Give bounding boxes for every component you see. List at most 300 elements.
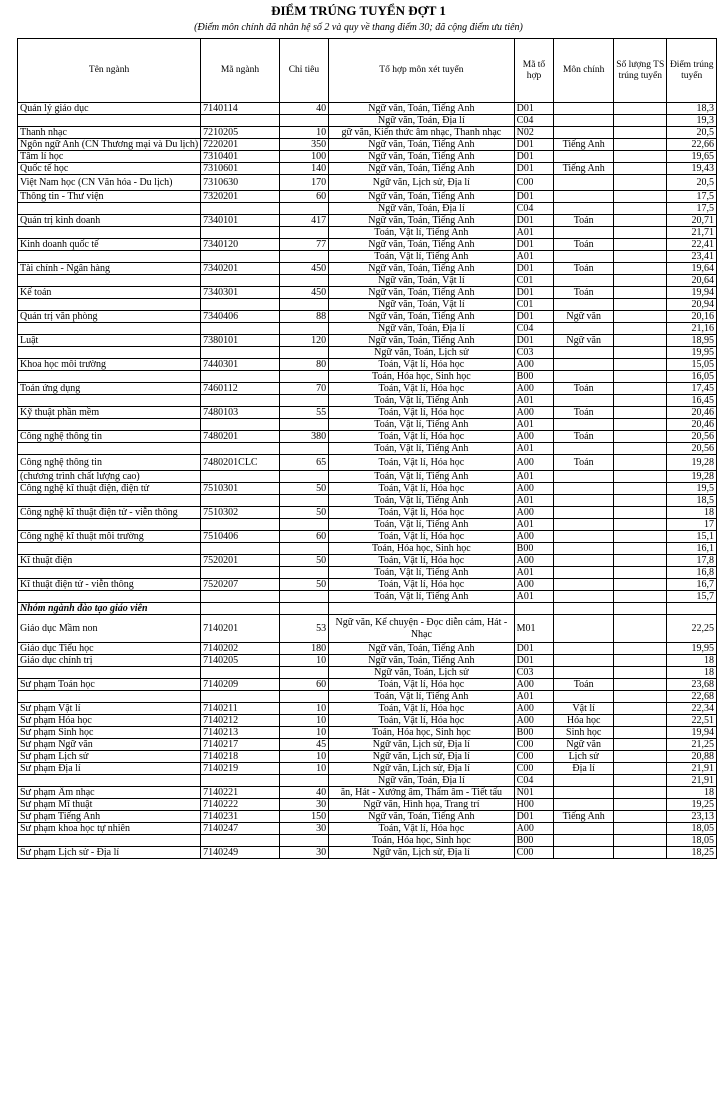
table-cell[interactable]: 40 (279, 787, 328, 799)
table-cell[interactable] (554, 519, 614, 531)
table-cell[interactable] (279, 835, 328, 847)
table-cell[interactable]: Vật lí (554, 703, 614, 715)
table-cell[interactable]: A00 (514, 455, 554, 471)
table-cell[interactable] (201, 299, 280, 311)
table-cell[interactable]: 22,34 (667, 703, 717, 715)
table-cell[interactable] (614, 383, 667, 395)
table-cell[interactable]: 10 (279, 127, 328, 139)
table-cell[interactable] (279, 775, 328, 787)
table-cell[interactable] (614, 299, 667, 311)
table-cell[interactable]: Toán, Hóa học, Sinh học (329, 543, 515, 555)
table-cell[interactable]: 18,5 (667, 495, 717, 507)
table-cell[interactable]: Toán, Vật lí, Tiếng Anh (329, 251, 515, 263)
table-cell[interactable]: 20,46 (667, 419, 717, 431)
table-cell[interactable]: 19,5 (667, 483, 717, 495)
table-cell[interactable]: Ngữ văn (554, 739, 614, 751)
table-cell[interactable]: B00 (514, 371, 554, 383)
table-cell[interactable]: Sư phạm Lịch sử - Địa lí (18, 847, 201, 859)
table-cell[interactable] (614, 591, 667, 603)
table-cell[interactable]: A01 (514, 567, 554, 579)
table-cell[interactable]: 20,94 (667, 299, 717, 311)
table-cell[interactable]: Toán, Vật lí, Hóa học (329, 531, 515, 543)
table-cell[interactable]: 21,91 (667, 775, 717, 787)
table-cell[interactable]: Ngữ văn, Lịch sử, Địa lí (329, 175, 515, 191)
table-cell[interactable]: D01 (514, 263, 554, 275)
table-cell[interactable]: Ngữ văn (554, 311, 614, 323)
table-cell[interactable] (554, 835, 614, 847)
table-cell[interactable]: Toán, Vật lí, Hóa học (329, 407, 515, 419)
table-cell[interactable]: A01 (514, 519, 554, 531)
table-cell[interactable] (18, 419, 201, 431)
header-cell[interactable]: Chỉ tiêu (279, 39, 328, 103)
table-cell[interactable]: 18,05 (667, 823, 717, 835)
table-cell[interactable] (201, 471, 280, 483)
table-cell[interactable]: D01 (514, 191, 554, 203)
table-cell[interactable]: Toán, Vật lí, Hóa học (329, 483, 515, 495)
table-cell[interactable]: Hóa học (554, 715, 614, 727)
table-cell[interactable] (554, 419, 614, 431)
table-cell[interactable]: 7510302 (201, 507, 280, 519)
table-cell[interactable]: Toán, Vật lí, Tiếng Anh (329, 691, 515, 703)
table-cell[interactable]: Toán, Vật lí, Tiếng Anh (329, 419, 515, 431)
table-cell[interactable] (279, 347, 328, 359)
table-cell[interactable]: C00 (514, 763, 554, 775)
table-cell[interactable]: 7140247 (201, 823, 280, 835)
table-cell[interactable] (279, 251, 328, 263)
table-cell[interactable]: (chương trình chất lượng cao) (18, 471, 201, 483)
table-cell[interactable] (201, 347, 280, 359)
table-cell[interactable] (554, 787, 614, 799)
table-cell[interactable]: 170 (279, 175, 328, 191)
table-cell[interactable] (554, 127, 614, 139)
table-cell[interactable]: 60 (279, 679, 328, 691)
table-cell[interactable] (614, 703, 667, 715)
table-cell[interactable] (554, 251, 614, 263)
table-cell[interactable] (201, 371, 280, 383)
table-cell[interactable]: 30 (279, 823, 328, 835)
table-cell[interactable] (554, 655, 614, 667)
table-cell[interactable]: 17 (667, 519, 717, 531)
table-cell[interactable]: gữ văn, Kiến thức âm nhạc, Thanh nhạc (329, 127, 515, 139)
table-cell[interactable] (614, 603, 667, 615)
table-cell[interactable]: Ngữ văn, Toán, Địa lí (329, 323, 515, 335)
table-cell[interactable]: 7340120 (201, 239, 280, 251)
table-cell[interactable] (614, 371, 667, 383)
table-cell[interactable]: 10 (279, 655, 328, 667)
table-cell[interactable]: N01 (514, 787, 554, 799)
table-cell[interactable]: Ngữ văn, Toán, Tiếng Anh (329, 643, 515, 655)
table-cell[interactable] (279, 691, 328, 703)
table-cell[interactable]: 88 (279, 311, 328, 323)
table-cell[interactable]: 16,1 (667, 543, 717, 555)
table-cell[interactable]: 18 (667, 507, 717, 519)
table-cell[interactable]: Toán (554, 215, 614, 227)
table-cell[interactable] (554, 151, 614, 163)
table-cell[interactable]: Địa lí (554, 763, 614, 775)
table-cell[interactable] (614, 567, 667, 579)
table-cell[interactable]: 7380101 (201, 335, 280, 347)
table-cell[interactable]: 22,68 (667, 691, 717, 703)
table-cell[interactable] (614, 359, 667, 371)
table-cell[interactable]: Ngữ văn, Toán, Tiếng Anh (329, 811, 515, 823)
table-cell[interactable] (201, 591, 280, 603)
table-cell[interactable] (279, 543, 328, 555)
table-cell[interactable]: 450 (279, 263, 328, 275)
table-cell[interactable] (614, 443, 667, 455)
table-cell[interactable] (614, 739, 667, 751)
table-cell[interactable] (279, 495, 328, 507)
table-cell[interactable]: D01 (514, 311, 554, 323)
table-cell[interactable]: A00 (514, 703, 554, 715)
table-cell[interactable]: A00 (514, 679, 554, 691)
table-cell[interactable]: Kĩ thuật điện tử - viễn thông (18, 579, 201, 591)
table-cell[interactable]: 19,25 (667, 799, 717, 811)
table-cell[interactable]: 7340101 (201, 215, 280, 227)
table-cell[interactable] (554, 847, 614, 859)
table-cell[interactable]: Ngữ văn, Toán, Tiếng Anh (329, 239, 515, 251)
table-cell[interactable]: Toán, Vật lí, Tiếng Anh (329, 495, 515, 507)
table-cell[interactable]: Giáo dục Tiểu học (18, 643, 201, 655)
table-cell[interactable]: D01 (514, 103, 554, 115)
table-cell[interactable] (614, 495, 667, 507)
table-cell[interactable]: 120 (279, 335, 328, 347)
table-cell[interactable]: 17,45 (667, 383, 717, 395)
table-cell[interactable] (614, 151, 667, 163)
table-cell[interactable]: Sư phạm Vật lí (18, 703, 201, 715)
table-cell[interactable] (201, 251, 280, 263)
table-cell[interactable]: 16,45 (667, 395, 717, 407)
table-cell[interactable]: 7310601 (201, 163, 280, 175)
table-cell[interactable]: C01 (514, 299, 554, 311)
table-cell[interactable]: 19,95 (667, 347, 717, 359)
table-cell[interactable]: 10 (279, 751, 328, 763)
table-cell[interactable]: 7140211 (201, 703, 280, 715)
table-cell[interactable]: 18,95 (667, 335, 717, 347)
table-cell[interactable]: 7340301 (201, 287, 280, 299)
table-cell[interactable] (554, 643, 614, 655)
table-cell[interactable]: 19,65 (667, 151, 717, 163)
table-cell[interactable]: C00 (514, 751, 554, 763)
table-cell[interactable]: 10 (279, 727, 328, 739)
table-cell[interactable] (554, 115, 614, 127)
table-cell[interactable]: 21,16 (667, 323, 717, 335)
table-cell[interactable]: Quản trị văn phòng (18, 311, 201, 323)
table-cell[interactable]: A00 (514, 483, 554, 495)
table-cell[interactable]: 20,56 (667, 443, 717, 455)
table-cell[interactable] (18, 227, 201, 239)
table-cell[interactable]: Toán, Vật lí, Hóa học (329, 455, 515, 471)
table-cell[interactable] (614, 835, 667, 847)
table-cell[interactable] (18, 495, 201, 507)
table-cell[interactable]: 7520207 (201, 579, 280, 591)
table-cell[interactable]: Sư phạm Âm nhạc (18, 787, 201, 799)
table-cell[interactable]: Toán (554, 263, 614, 275)
table-cell[interactable]: 18,3 (667, 103, 717, 115)
table-cell[interactable] (554, 103, 614, 115)
table-cell[interactable] (554, 567, 614, 579)
table-cell[interactable]: Toán, Hóa học, Sinh học (329, 835, 515, 847)
table-cell[interactable] (554, 667, 614, 679)
table-cell[interactable]: 7140231 (201, 811, 280, 823)
table-cell[interactable]: 23,13 (667, 811, 717, 823)
table-cell[interactable]: Toán, Vật lí, Hóa học (329, 359, 515, 371)
table-cell[interactable]: A01 (514, 443, 554, 455)
table-cell[interactable]: 21,71 (667, 227, 717, 239)
table-cell[interactable]: Ngữ văn, Toán, Tiếng Anh (329, 215, 515, 227)
table-cell[interactable]: Kế toán (18, 287, 201, 299)
table-cell[interactable] (614, 251, 667, 263)
table-cell[interactable] (279, 323, 328, 335)
table-cell[interactable] (201, 495, 280, 507)
table-cell[interactable]: A01 (514, 471, 554, 483)
table-cell[interactable]: D01 (514, 215, 554, 227)
table-cell[interactable]: 55 (279, 407, 328, 419)
table-cell[interactable] (279, 603, 328, 615)
table-cell[interactable]: 7310630 (201, 175, 280, 191)
table-cell[interactable]: 21,91 (667, 763, 717, 775)
table-cell[interactable] (554, 555, 614, 567)
table-cell[interactable]: 53 (279, 615, 328, 643)
table-cell[interactable]: 19,95 (667, 643, 717, 655)
table-cell[interactable] (279, 591, 328, 603)
table-cell[interactable] (614, 431, 667, 443)
table-cell[interactable]: Kỹ thuật phần mềm (18, 407, 201, 419)
table-cell[interactable]: 7140218 (201, 751, 280, 763)
table-cell[interactable] (614, 531, 667, 543)
table-cell[interactable] (614, 115, 667, 127)
table-cell[interactable]: A01 (514, 419, 554, 431)
table-cell[interactable]: 7140201 (201, 615, 280, 643)
table-cell[interactable]: Nhóm ngành đào tạo giáo viên (18, 603, 201, 615)
table-cell[interactable]: Toán, Vật lí, Tiếng Anh (329, 395, 515, 407)
table-cell[interactable]: Ngôn ngữ Anh (CN Thương mại và Du lịch) (18, 139, 201, 151)
table-cell[interactable]: 7140209 (201, 679, 280, 691)
table-cell[interactable]: 18 (667, 655, 717, 667)
table-cell[interactable] (554, 359, 614, 371)
table-cell[interactable] (18, 323, 201, 335)
table-cell[interactable] (614, 311, 667, 323)
table-cell[interactable] (201, 691, 280, 703)
table-cell[interactable]: 7210205 (201, 127, 280, 139)
table-cell[interactable]: 22,25 (667, 615, 717, 643)
table-cell[interactable] (18, 567, 201, 579)
table-cell[interactable] (201, 519, 280, 531)
table-cell[interactable] (614, 727, 667, 739)
table-cell[interactable]: Toán, Hóa học, Sinh học (329, 727, 515, 739)
table-cell[interactable]: A00 (514, 407, 554, 419)
table-cell[interactable] (18, 591, 201, 603)
table-cell[interactable]: Ngữ văn, Toán, Tiếng Anh (329, 655, 515, 667)
table-cell[interactable] (18, 835, 201, 847)
table-cell[interactable]: 77 (279, 239, 328, 251)
table-cell[interactable]: Công nghệ kĩ thuật điện tử - viễn thông (18, 507, 201, 519)
table-cell[interactable]: Toán, Vật lí, Hóa học (329, 715, 515, 727)
table-cell[interactable] (554, 471, 614, 483)
header-cell[interactable]: Môn chính (554, 39, 614, 103)
table-cell[interactable]: Ngữ văn (554, 335, 614, 347)
table-cell[interactable]: Ngữ văn, Hình họa, Trang trí (329, 799, 515, 811)
table-cell[interactable] (201, 543, 280, 555)
table-cell[interactable] (667, 603, 717, 615)
table-cell[interactable] (614, 103, 667, 115)
table-cell[interactable]: Ngữ văn, Toán, Tiếng Anh (329, 263, 515, 275)
table-cell[interactable]: 19,28 (667, 455, 717, 471)
table-cell[interactable]: Công nghệ thông tin (18, 455, 201, 471)
table-cell[interactable]: C04 (514, 323, 554, 335)
table-cell[interactable] (554, 175, 614, 191)
table-cell[interactable] (18, 115, 201, 127)
table-cell[interactable]: Toán, Vật lí, Tiếng Anh (329, 591, 515, 603)
table-cell[interactable]: 18 (667, 667, 717, 679)
table-cell[interactable]: 7340406 (201, 311, 280, 323)
table-cell[interactable] (614, 519, 667, 531)
table-cell[interactable]: 7440301 (201, 359, 280, 371)
table-cell[interactable] (18, 543, 201, 555)
table-cell[interactable]: 50 (279, 483, 328, 495)
table-cell[interactable]: Thông tin - Thư viện (18, 191, 201, 203)
table-cell[interactable]: 20,16 (667, 311, 717, 323)
table-cell[interactable]: A00 (514, 383, 554, 395)
table-cell[interactable]: 10 (279, 763, 328, 775)
table-cell[interactable]: 20,46 (667, 407, 717, 419)
table-cell[interactable]: Toán, Vật lí, Hóa học (329, 823, 515, 835)
table-cell[interactable] (614, 287, 667, 299)
table-cell[interactable]: C03 (514, 347, 554, 359)
table-cell[interactable] (554, 615, 614, 643)
table-cell[interactable]: 7140217 (201, 739, 280, 751)
table-cell[interactable] (614, 579, 667, 591)
table-cell[interactable]: 7510406 (201, 531, 280, 543)
table-cell[interactable] (554, 323, 614, 335)
table-cell[interactable]: Ngữ văn, Lịch sử, Địa lí (329, 751, 515, 763)
table-cell[interactable]: B00 (514, 543, 554, 555)
table-cell[interactable]: 20,64 (667, 275, 717, 287)
table-cell[interactable]: D01 (514, 811, 554, 823)
table-cell[interactable] (201, 443, 280, 455)
table-cell[interactable]: Ngữ văn, Kể chuyện - Đọc diễn cảm, Hát - Nhạc (329, 615, 515, 643)
table-cell[interactable]: 7140212 (201, 715, 280, 727)
table-cell[interactable]: Ngữ văn, Toán, Tiếng Anh (329, 335, 515, 347)
table-cell[interactable]: Toán, Vật lí, Tiếng Anh (329, 519, 515, 531)
table-cell[interactable]: Kinh doanh quốc tế (18, 239, 201, 251)
table-cell[interactable] (554, 531, 614, 543)
table-cell[interactable] (614, 323, 667, 335)
table-cell[interactable] (614, 615, 667, 643)
table-cell[interactable]: Sư phạm khoa học tự nhiên (18, 823, 201, 835)
table-cell[interactable]: A01 (514, 227, 554, 239)
table-cell[interactable] (201, 275, 280, 287)
table-cell[interactable] (614, 139, 667, 151)
table-cell[interactable]: 10 (279, 703, 328, 715)
table-cell[interactable]: 7480201CLC (201, 455, 280, 471)
table-cell[interactable] (279, 371, 328, 383)
table-cell[interactable]: Ngữ văn, Toán, Vật lí (329, 299, 515, 311)
table-cell[interactable]: Toán, Vật lí, Hóa học (329, 383, 515, 395)
table-cell[interactable]: 60 (279, 531, 328, 543)
table-cell[interactable]: A00 (514, 507, 554, 519)
table-cell[interactable]: 22,66 (667, 139, 717, 151)
table-cell[interactable]: 20,56 (667, 431, 717, 443)
table-cell[interactable]: Ngữ văn, Toán, Tiếng Anh (329, 163, 515, 175)
header-cell[interactable]: Tên ngành (18, 39, 201, 103)
table-cell[interactable]: 23,68 (667, 679, 717, 691)
table-cell[interactable] (201, 323, 280, 335)
table-cell[interactable]: 7140114 (201, 103, 280, 115)
table-cell[interactable]: 50 (279, 579, 328, 591)
table-cell[interactable] (554, 395, 614, 407)
table-cell[interactable]: D01 (514, 643, 554, 655)
table-cell[interactable]: 60 (279, 191, 328, 203)
table-cell[interactable]: C04 (514, 775, 554, 787)
table-cell[interactable]: Tâm lí học (18, 151, 201, 163)
table-cell[interactable]: A01 (514, 495, 554, 507)
table-cell[interactable] (614, 455, 667, 471)
table-cell[interactable] (614, 175, 667, 191)
table-cell[interactable]: Thanh nhạc (18, 127, 201, 139)
table-cell[interactable]: 19,64 (667, 263, 717, 275)
table-cell[interactable]: Quốc tế học (18, 163, 201, 175)
table-cell[interactable] (614, 163, 667, 175)
table-cell[interactable]: 140 (279, 163, 328, 175)
table-cell[interactable]: Sư phạm Mĩ thuật (18, 799, 201, 811)
table-cell[interactable]: Toán, Vật lí, Tiếng Anh (329, 443, 515, 455)
table-cell[interactable]: C00 (514, 175, 554, 191)
table-cell[interactable] (614, 751, 667, 763)
table-cell[interactable] (614, 419, 667, 431)
table-cell[interactable] (18, 251, 201, 263)
table-cell[interactable] (614, 471, 667, 483)
table-cell[interactable]: 7480201 (201, 431, 280, 443)
table-cell[interactable] (279, 395, 328, 407)
table-cell[interactable] (279, 519, 328, 531)
table-cell[interactable]: 50 (279, 555, 328, 567)
table-cell[interactable] (18, 519, 201, 531)
table-cell[interactable]: A01 (514, 591, 554, 603)
table-cell[interactable]: 50 (279, 507, 328, 519)
table-cell[interactable]: ăn, Hát - Xướng âm, Thẩm âm - Tiết tấu (329, 787, 515, 799)
table-cell[interactable]: 45 (279, 739, 328, 751)
table-cell[interactable]: Toán (554, 679, 614, 691)
table-cell[interactable] (614, 555, 667, 567)
table-cell[interactable]: 20,5 (667, 175, 717, 191)
table-cell[interactable] (554, 483, 614, 495)
table-cell[interactable] (614, 763, 667, 775)
table-cell[interactable]: Ngữ văn, Toán, Tiếng Anh (329, 287, 515, 299)
table-cell[interactable]: 7140202 (201, 643, 280, 655)
table-cell[interactable] (279, 567, 328, 579)
table-cell[interactable] (614, 679, 667, 691)
table-cell[interactable]: Toán, Vật lí, Hóa học (329, 431, 515, 443)
table-cell[interactable]: 19,94 (667, 727, 717, 739)
table-cell[interactable]: Ngữ văn, Lịch sử, Địa lí (329, 763, 515, 775)
table-cell[interactable]: Sư phạm Lịch sử (18, 751, 201, 763)
table-cell[interactable] (614, 715, 667, 727)
table-cell[interactable]: Tiếng Anh (554, 139, 614, 151)
table-cell[interactable]: 21,25 (667, 739, 717, 751)
table-cell[interactable] (18, 395, 201, 407)
table-cell[interactable]: A01 (514, 395, 554, 407)
table-cell[interactable] (279, 471, 328, 483)
table-cell[interactable]: 10 (279, 715, 328, 727)
table-cell[interactable] (614, 395, 667, 407)
table-cell[interactable] (279, 667, 328, 679)
table-cell[interactable]: 7520201 (201, 555, 280, 567)
table-cell[interactable]: Tiếng Anh (554, 163, 614, 175)
header-cell[interactable]: Điểm trúng tuyển (667, 39, 717, 103)
table-cell[interactable]: 350 (279, 139, 328, 151)
table-cell[interactable] (554, 823, 614, 835)
table-cell[interactable] (554, 507, 614, 519)
